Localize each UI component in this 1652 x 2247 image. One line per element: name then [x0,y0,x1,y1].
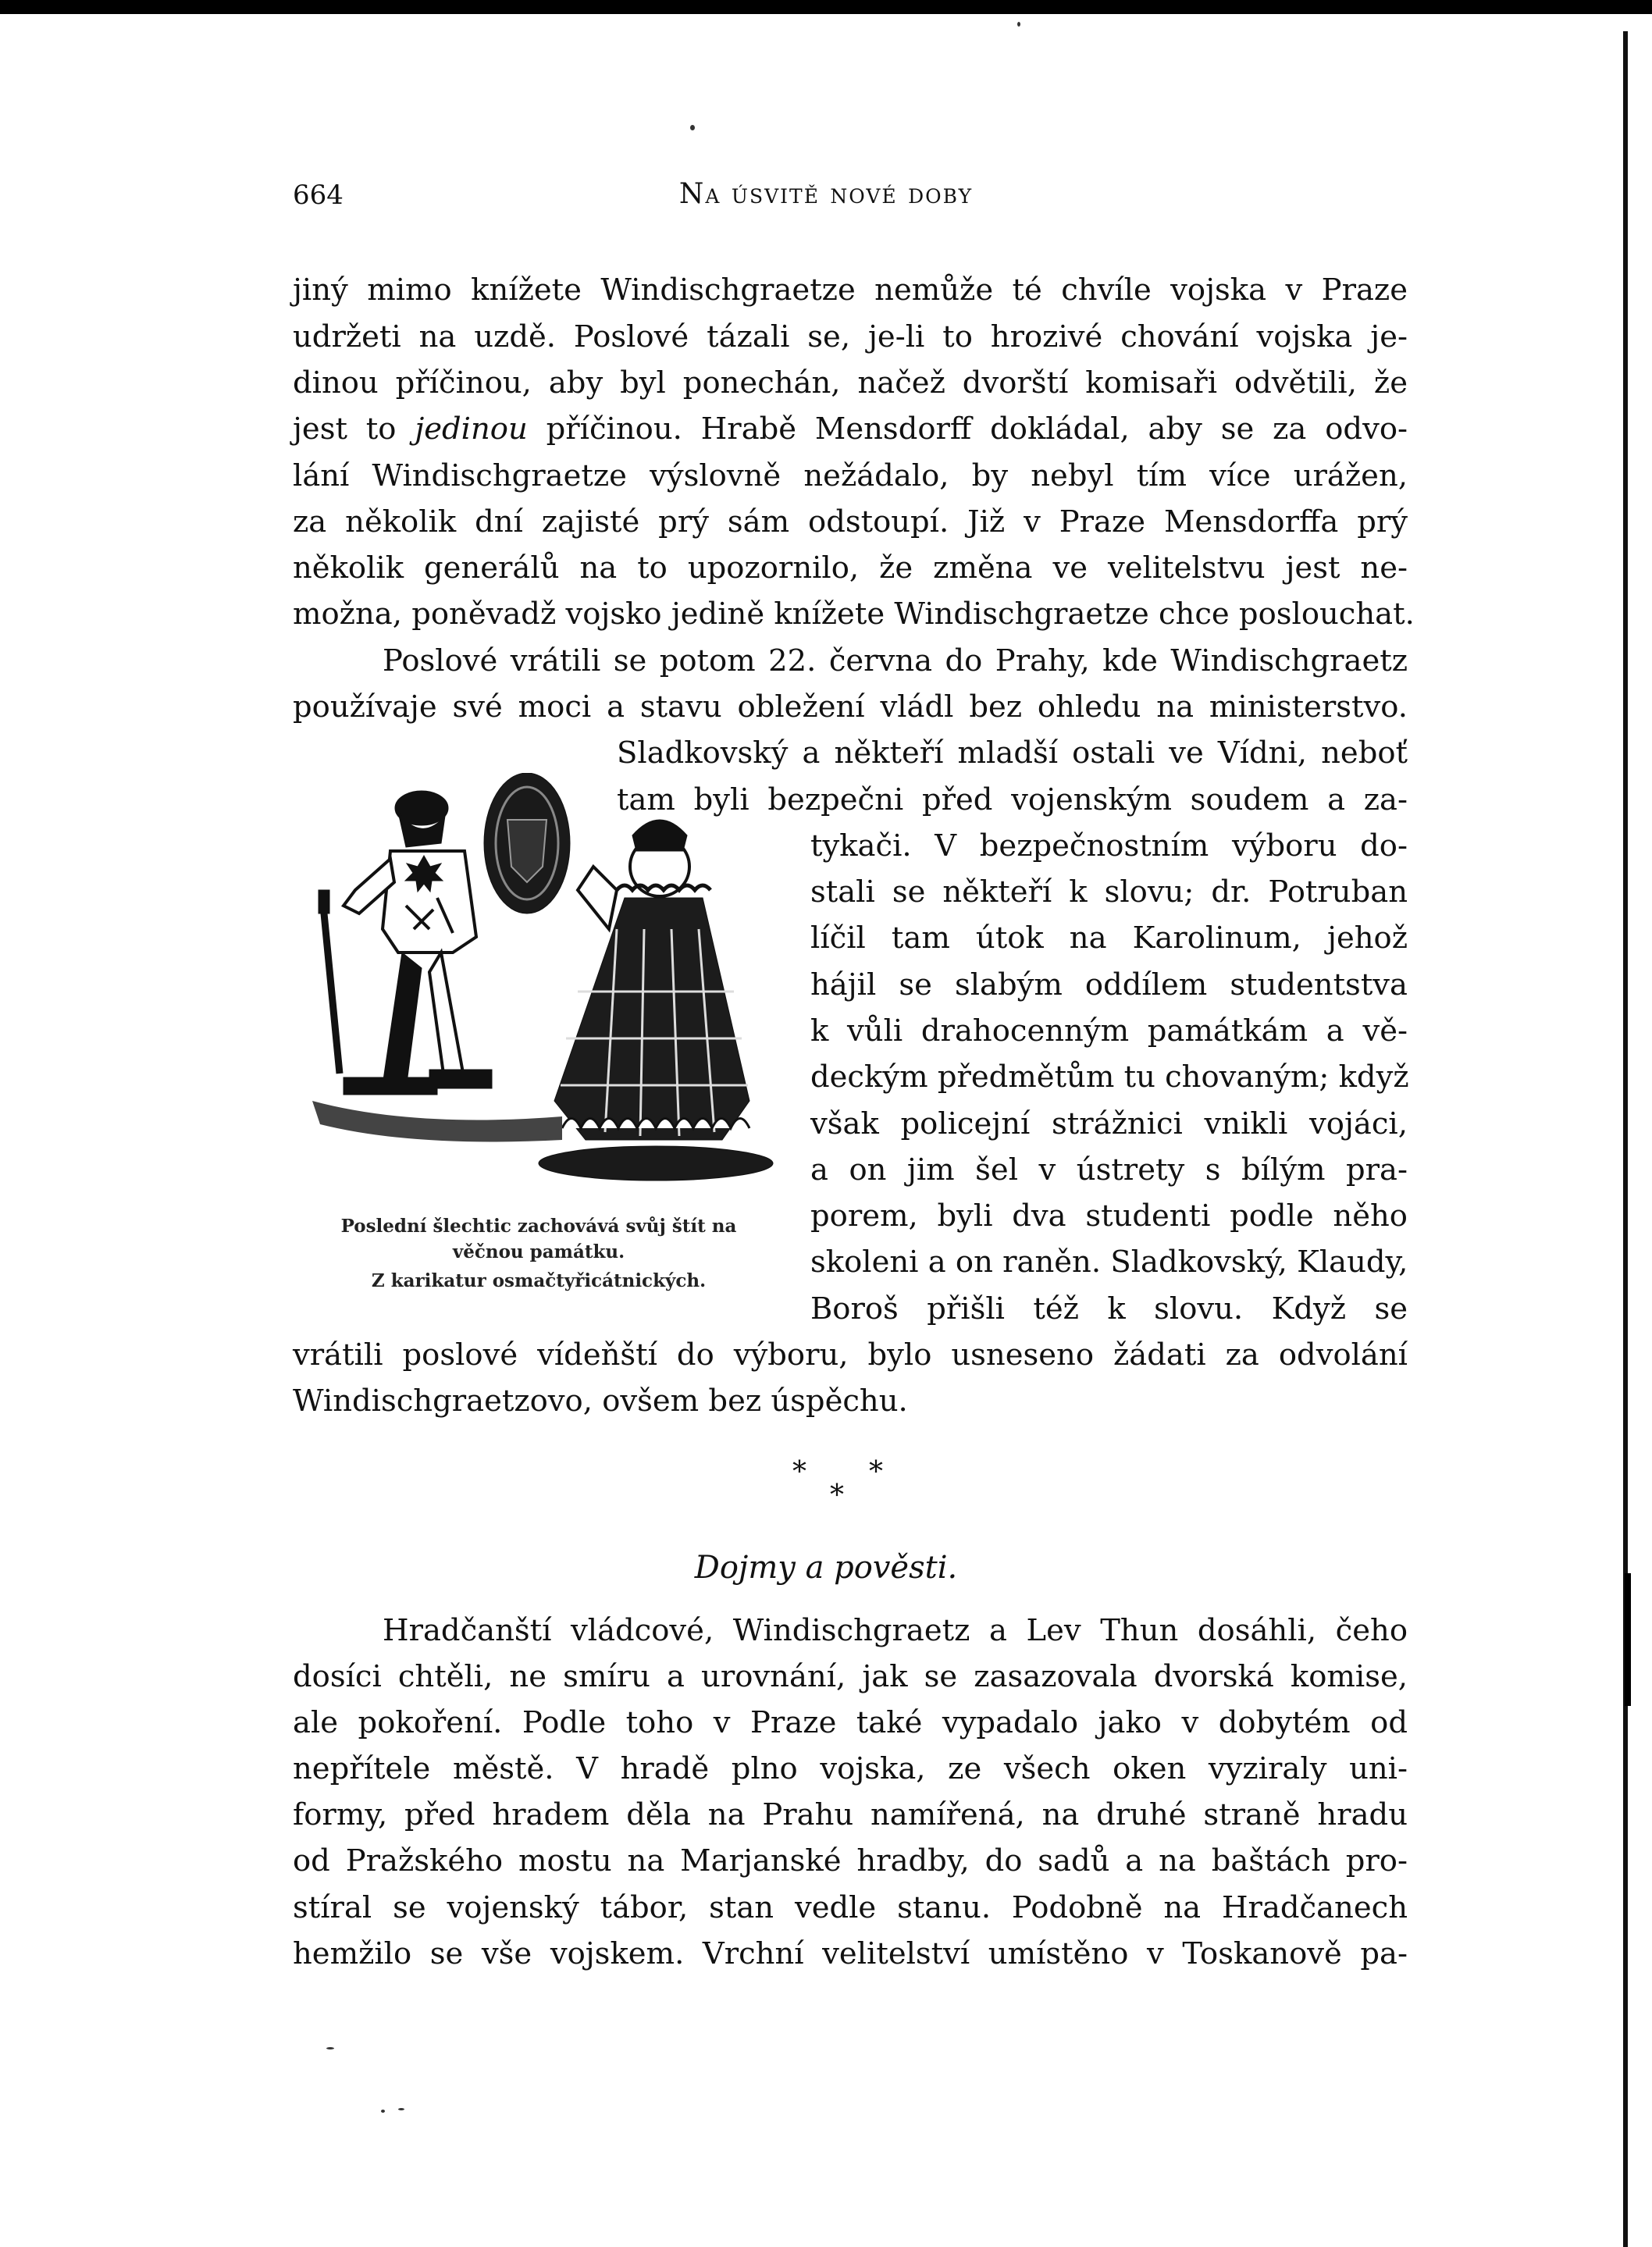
text-line: tam byli bezpečni před vojenským soudem a za- [617,782,1408,817]
text-line: však policejní strážnici vnikli vojáci, [810,1106,1408,1141]
binding-edge-mark [1625,1573,1631,1706]
text-line: a on jim šel v ústrety s bílým pra- [810,1152,1408,1188]
text-line: několik generálů na to upozornilo, že změna ve velitelstvu jest ne- [293,550,1408,586]
section-ornament [761,1456,917,1512]
text-line: stíral se vojenský tábor, stan vedle stanu. Podobně na Hradčanech [293,1890,1408,1925]
text-line: možna, poněvadž vojsko jedině knížete Windischgraetze chce poslouchat. [293,596,1415,632]
text-segment: jest to [293,411,415,447]
text-line: jiný mimo knížete Windischgraetze nemůže té chvíle vojska v Praze [293,272,1408,308]
text-segment: příčinou. Hrabě Mensdorff dokládal, aby se za odvo- [527,411,1408,447]
speck [326,2047,334,2049]
text-line: Hradčanští vládcové, Windischgraetz a Lev Thun dosáhli, čeho [383,1613,1408,1648]
page-number: 664 [293,180,344,211]
text-line: ale pokoření. Podle toho v Praze také vypadalo jako v dobytém od [293,1705,1408,1740]
text-line: tykači. V bezpečnostním výboru do- [810,828,1408,864]
text-line: k vůli drahocenným památkám a vě- [810,1013,1408,1049]
text-line: od Pražského mostu na Marjanské hradby, do sadů a na baštách pro- [293,1843,1408,1878]
figure-caption: Poslední šlechtic zachovává svůj štít na [340,1216,737,1237]
speck [1017,22,1020,27]
binding-edge-line [1623,31,1628,2247]
emphasis: jedinou [415,411,528,447]
text-line: Sladkovský a někteří mladší ostali ve Vídni, neboť [617,735,1408,771]
asterisk: * [830,1480,844,1512]
text-line: hemžilo se vše vojskem. Vrchní velitelství umístěno v Toskanově pa- [293,1936,1408,1971]
text-line: Poslové vrátili se potom 22. června do Prahy, kde Windischgraetz [383,643,1408,678]
text-line: skoleni a on raněn. Sladkovský, Klaudy, [810,1245,1408,1280]
text-line [293,411,1408,447]
asterisk: * [792,1456,806,1488]
text-line: vrátili poslové vídeňští do výboru, bylo usneseno žádati za odvolání [293,1337,1408,1373]
text-line: dinou příčinou, aby byl ponechán, načež dvorští komisaři odvětili, že [293,365,1408,401]
section-title: Dojmy a pověsti. [694,1550,958,1586]
asterisk: * [869,1456,883,1488]
figure-caption-source: Z karikatur osmačtyřicátnických. [371,1270,707,1291]
text-line: líčil tam útok na Karolinum, jehož [810,921,1408,956]
caricature-illustration [297,773,781,1206]
text-line: za několik dní zajisté prý sám odstoupí. Již v Praze Mensdorffa prý [293,504,1408,539]
running-head: Na úsvitě nové doby [678,178,974,210]
text-line: lání Windischgraetze výslovně nežádalo, by nebyl tím více urážen, [293,458,1408,493]
text-line: dosíci chtěli, ne smíru a urovnání, jak se zasazovala dvorská komise, [293,1659,1408,1694]
speck [398,2108,404,2110]
speck [690,125,695,130]
figure-caption: věčnou památku. [452,1241,625,1262]
text-line: Boroš přišli též k slovu. Když se [810,1291,1408,1326]
text-line: Windischgraetzovo, ovšem bez úspěchu. [293,1383,908,1419]
text-line: porem, byli dva studenti podle něho [810,1198,1408,1234]
text-line: nepřítele městě. V hradě plno vojska, ze všech oken vyziraly uni- [293,1751,1408,1786]
text-line: formy, před hradem děla na Prahu namířená, na druhé straně hradu [293,1797,1408,1832]
speck [381,2110,385,2113]
text-line: udržeti na uzdě. Poslové tázali se, je-li to hrozivé chování vojska je- [293,319,1408,354]
text-line: deckým předmětům tu chovaným; když [810,1059,1409,1095]
text-line: používaje své moci a stavu obležení vládl bez ohledu na ministerstvo. [293,689,1408,725]
text-line: stali se někteří k slovu; dr. Potruban [810,874,1408,910]
text-line: hájil se slabým oddílem studentstva [810,967,1408,1002]
